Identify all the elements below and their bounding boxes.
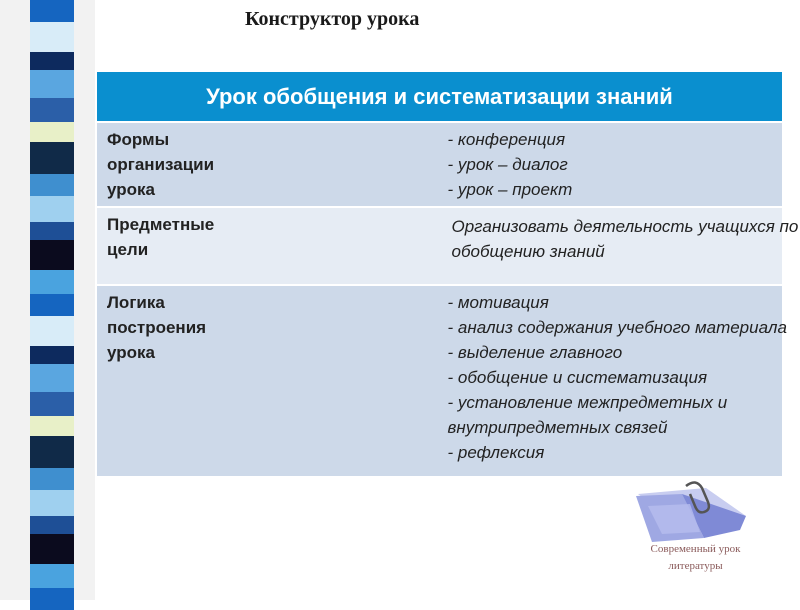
table-row	[97, 122, 782, 207]
list-item: обобщению знаний	[451, 242, 605, 261]
row-label-forms	[97, 122, 440, 207]
list-item: - мотивация	[447, 293, 549, 312]
row-label-line: урока	[107, 343, 155, 362]
row-content-forms	[440, 122, 783, 207]
stripe-segment	[30, 142, 74, 174]
stripe-segment	[30, 346, 74, 364]
table-row	[97, 207, 782, 285]
stripe-segment	[30, 52, 74, 70]
page-title: Конструктор урока	[245, 8, 420, 30]
table-row	[97, 285, 782, 477]
list-item: - анализ содержания учебного материала	[447, 318, 787, 337]
stripe-segment	[30, 564, 74, 588]
row-label-line: Формы	[107, 130, 170, 149]
row-label-line: урока	[107, 180, 155, 199]
stripe-segment	[30, 436, 74, 468]
row-label-line: организации	[107, 155, 215, 174]
row-label-line: Предметные	[107, 215, 215, 234]
lesson-table	[97, 72, 799, 478]
stripe-segment	[30, 364, 74, 392]
row-label-goals	[97, 207, 440, 285]
list-item: - рефлексия	[447, 443, 545, 462]
list-item: - урок – проект	[447, 180, 573, 199]
row-label-line: Логика	[107, 293, 165, 312]
stripe-segment	[30, 22, 74, 52]
decorative-stripe-column	[30, 0, 74, 600]
list-item: - установление межпредметных и	[447, 393, 728, 412]
list-item: Организовать деятельность учащихся по	[451, 217, 799, 236]
table-heading: Урок обобщения и систематизации знаний	[97, 72, 782, 122]
stripe-segment	[30, 122, 74, 142]
row-label-logic	[97, 285, 440, 477]
stripe-segment	[30, 70, 74, 98]
list-item: - обобщение и систематизация	[447, 368, 708, 387]
footer-caption	[628, 541, 763, 575]
stripe-segment	[30, 196, 74, 222]
stripe-segment	[30, 516, 74, 534]
stripe-segment	[30, 468, 74, 490]
stripe-segment	[30, 294, 74, 316]
row-content-goals	[440, 207, 799, 285]
stripe-segment	[30, 0, 74, 22]
stripe-segment	[30, 240, 74, 270]
list-item: - урок – диалог	[447, 155, 568, 174]
stripe-segment	[30, 316, 74, 346]
table-header-row	[97, 72, 782, 122]
stripe-segment	[30, 490, 74, 516]
stripe-segment	[30, 534, 74, 564]
list-item: - выделение главного	[447, 343, 623, 362]
stripe-segment	[30, 270, 74, 294]
folder-paperclip-icon	[628, 476, 758, 546]
footer-caption-line: литературы	[668, 560, 723, 572]
stripe-segment	[30, 392, 74, 416]
stripe-segment	[30, 98, 74, 122]
row-label-line: построения	[107, 318, 207, 337]
row-label-line: цели	[107, 240, 149, 259]
row-content-logic	[440, 285, 787, 477]
stripe-segment	[30, 174, 74, 196]
stripe-segment	[30, 222, 74, 240]
stripe-segment	[30, 416, 74, 436]
stripe-segment	[30, 588, 74, 610]
list-item: - конференция	[447, 130, 566, 149]
list-item: внутрипредметных связей	[447, 418, 668, 437]
footer-caption-line: Современный урок	[650, 543, 741, 555]
